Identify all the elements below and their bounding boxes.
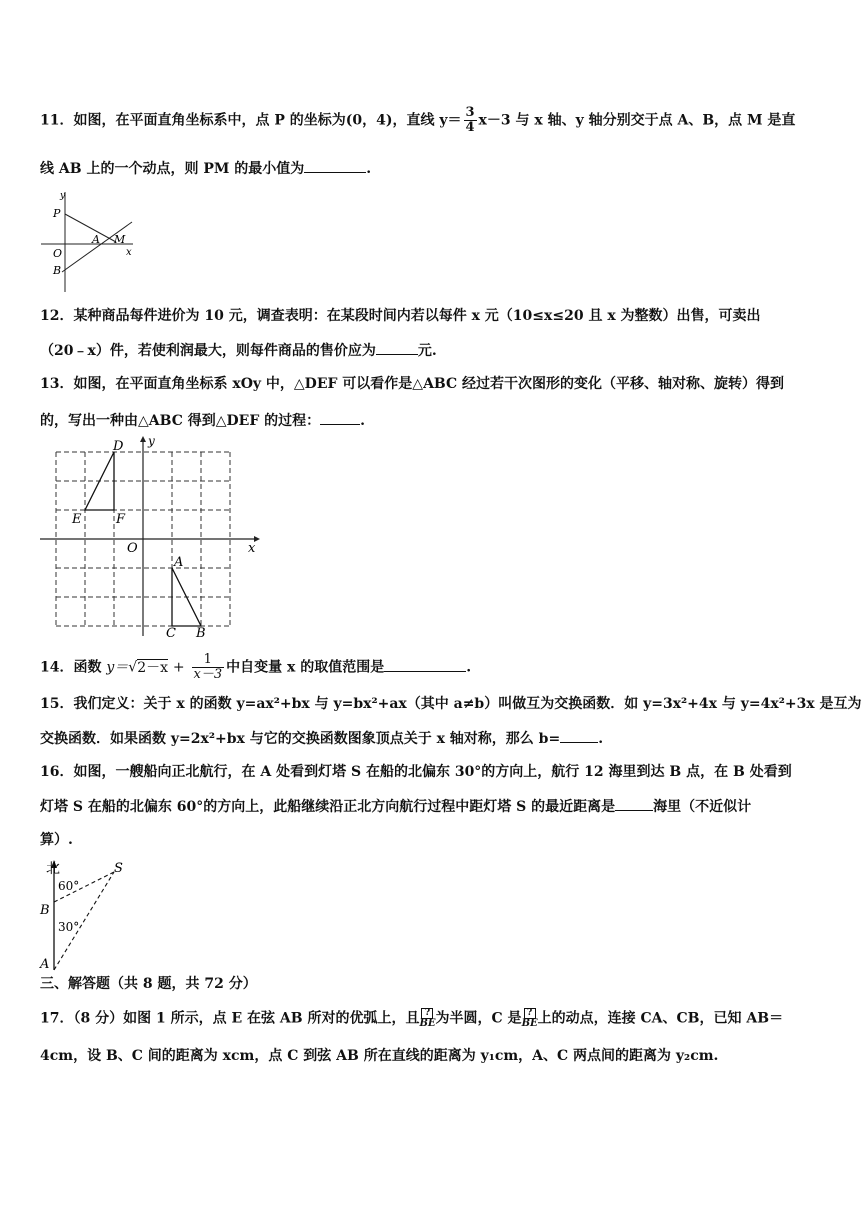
q11-frac-numerator: 3: [465, 105, 475, 120]
q12-text-end: 元.: [417, 343, 437, 359]
q14-line: [40, 653, 471, 682]
q13-label-x: x: [248, 541, 256, 556]
q11-label-o: O: [53, 247, 63, 260]
q14-fraction: [192, 653, 225, 682]
q11-label-x: x: [126, 247, 132, 258]
q14-end: .: [466, 659, 472, 676]
q17-arc-label-1: BE: [419, 1018, 436, 1029]
section3-title-text: 三、解答题（共 8 题，共 72 分）: [40, 976, 257, 992]
q13-line2: [40, 410, 365, 431]
q14-sqrt-body: 2－x: [137, 659, 169, 676]
q11-line1: [40, 106, 795, 135]
q11-frac-denominator: 4: [465, 120, 475, 135]
q12-text-b: （20﹣x）件，若使利润最大，则每件商品的售价应为: [40, 343, 376, 359]
q13-text-b: 的，写出一种由△ABC 得到△DEF 的过程：: [40, 413, 321, 429]
q16-line3: [40, 830, 73, 850]
q17-arc-symbol-1: ?: [421, 1008, 433, 1019]
q14-y-equals: y＝: [106, 659, 129, 676]
q17-text-a: 17．（8 分）如图 1 所示，点 E 在弦 AB 所对的优弧上，且: [40, 1010, 420, 1027]
q11-label-p: P: [53, 207, 61, 220]
q16-label-b: B: [40, 903, 50, 918]
q12-answer-blank[interactable]: [376, 340, 418, 355]
q16-text-d: 算）.: [40, 832, 73, 848]
q16-label-angle60: 60°: [58, 879, 80, 893]
q13-answer-blank[interactable]: [320, 410, 360, 425]
section3-title: [40, 974, 257, 994]
q16-line1: [40, 762, 792, 782]
q14-plus: +: [172, 659, 185, 676]
q17-arc-be-2: [522, 1008, 538, 1029]
q17-line2: [40, 1046, 718, 1066]
q12-line2: [40, 340, 437, 361]
q16-text-c: 海里（不近似计: [653, 799, 752, 815]
q13-text-end: .: [360, 413, 366, 429]
q16-line2: [40, 796, 751, 817]
q14-frac-denominator: x－3: [193, 667, 223, 682]
q13-label-b: B: [196, 626, 206, 640]
q14-answer-blank[interactable]: [384, 657, 466, 672]
q15-line2: [40, 728, 603, 749]
q11-line-ab: [62, 222, 132, 272]
q11-text-b: x－3 与 x 轴、y 轴分别交于点 A、B，点 M 是直: [478, 112, 796, 129]
q16-figure: [36, 856, 136, 974]
q16-label-a: A: [40, 957, 50, 972]
q11-segment-pm: [65, 214, 116, 242]
q15-text-b: 交换函数．如果函数 y=2x²+bx 与它的交换函数图象顶点关于 x 轴对称，那么 b=: [40, 731, 561, 747]
q17-line1: [40, 1008, 783, 1029]
q13-label-d: D: [113, 439, 124, 454]
q17-text-d: 4cm，设 B、C 间的距离为 xcm，点 C 到弦 AB 所在直线的距离为 y₁cm，A、C 两点间的距离为 y₂cm.: [40, 1048, 719, 1064]
q11-label-a: A: [92, 233, 100, 246]
q17-text-c: 上的动点，连接 CA、CB，已知 AB＝: [537, 1010, 784, 1027]
q15-line1: [40, 694, 862, 714]
q11-answer-blank[interactable]: [304, 158, 366, 173]
q14-suffix: 中自变量 x 的取值范围是: [226, 659, 385, 676]
q11-label-m: M: [114, 233, 126, 246]
q13-label-e: E: [72, 512, 82, 527]
q13-line1: [40, 374, 784, 394]
q11-line2: [40, 158, 371, 179]
q13-label-f: F: [116, 512, 126, 527]
q17-text-b: 为半圆，C 是: [435, 1010, 522, 1027]
q15-text-a: 15．我们定义：关于 x 的函数 y=ax²+bx 与 y=bx²+ax（其中 a≠b）叫做互为交换函数．如 y=3x²+4x 与 y=4x²+3x 是互为: [40, 696, 862, 712]
q15-answer-blank[interactable]: [560, 728, 598, 743]
q13-label-o: O: [127, 541, 138, 556]
q16-label-s: S: [114, 861, 123, 876]
q16-text-a: 16．如图，一艘船向正北航行，在 A 处看到灯塔 S 在船的北偏东 30°的方向上，航行 12 海里到达 B 点，在 B 处看到: [40, 764, 792, 780]
q16-answer-blank[interactable]: [615, 796, 653, 811]
q11-text-c: 线 AB 上的一个动点，则 PM 的最小值为: [40, 161, 305, 177]
q16-label-angle30: 30°: [58, 920, 80, 934]
q12-text-a: 12．某种商品每件进价为 10 元，调查表明：在某段时间内若以每件 x 元（10≤x≤20 且 x 为整数）出售，可卖出: [40, 308, 761, 324]
q17-arc-symbol-2: ?: [524, 1008, 536, 1019]
q12-line1: [40, 306, 761, 326]
q14-frac-numerator: 1: [192, 653, 225, 668]
q17-arc-label-2: BE: [521, 1018, 538, 1029]
q11-label-b: B: [53, 264, 62, 277]
q11-text-end: .: [366, 161, 372, 177]
q13-label-a: A: [174, 555, 184, 570]
q13-text-a: 13．如图，在平面直角坐标系 xOy 中，△DEF 可以看作是△ABC 经过若干次图形的变化（平移、轴对称、旋转）得到: [40, 376, 785, 392]
q15-text-end: .: [598, 731, 604, 747]
q14-sqrt-sign: √: [128, 659, 138, 676]
q13-label-y: y: [148, 434, 155, 448]
q11-fraction: [464, 106, 477, 135]
q11-text-a: 11．如图，在平面直角坐标系中，点 P 的坐标为(0，4)，直线 y＝: [40, 112, 462, 129]
q11-figure: [38, 188, 138, 294]
q13-y-arrow: [140, 436, 146, 442]
q13-label-c: C: [166, 626, 176, 640]
q17-arc-be-1: [419, 1008, 435, 1029]
q14-prefix: 14．函数: [40, 659, 102, 676]
q16-label-north: 北: [46, 861, 60, 877]
q13-figure: [38, 434, 264, 640]
q11-label-y: y: [60, 191, 66, 201]
q16-text-b: 灯塔 S 在船的北偏东 60°的方向上，此船继续沿正北方向航行过程中距灯塔 S 的最近距离是: [40, 799, 616, 815]
